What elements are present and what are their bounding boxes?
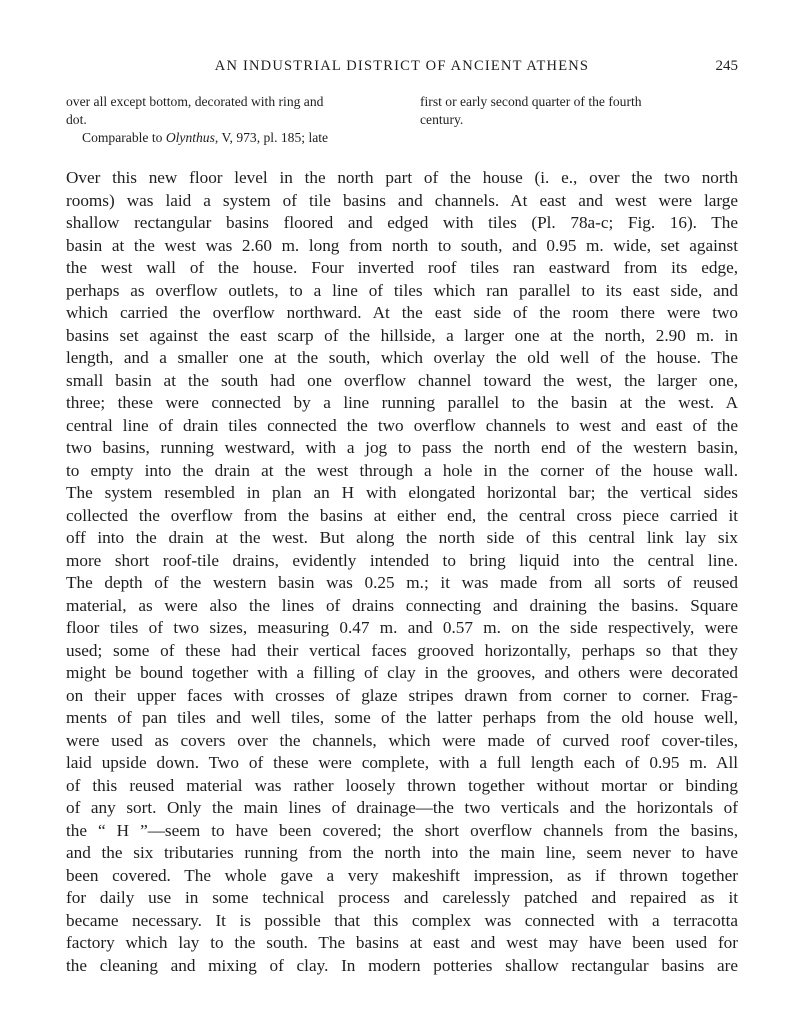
- note-line: first or early second quarter of the fourth: [420, 94, 642, 109]
- body-paragraph: [66, 167, 738, 977]
- body-line: might be bound together with a filling of clay in the grooves, and others were decorated: [66, 663, 738, 682]
- body-line: basin at the west was 2.60 m. long from north to south, and 0.95 m. wide, set against: [66, 235, 738, 255]
- body-line: the “ H ”—seem to have been covered; the short overflow channels from the basins,: [66, 820, 738, 840]
- body-line: laid upside down. Two of these were complete, with a full length each of 0.95 m. All: [66, 753, 738, 772]
- body-line: basins set against the east scarp of the hillside, a larger one at the north, 2.90 m. in: [66, 325, 738, 345]
- note-line: dot.: [66, 112, 87, 127]
- body-line: perhaps as overflow outlets, to a line of tiles which ran parallel to its east side, and: [66, 280, 738, 300]
- body-line: to empty into the drain at the west through a hole in the corner of the house wall.: [66, 460, 738, 480]
- body-line: factory which lay to the south. The basins at east and west may have been used for: [66, 933, 738, 952]
- body-line: used; some of these had their vertical faces grooved horizontally, perhaps so that they: [66, 640, 738, 660]
- reference-prefix: Comparable to: [82, 130, 166, 145]
- body-line: The depth of the western basin was 0.25 m.; it was made from all sorts of reused: [66, 573, 738, 592]
- body-line: which carried the overflow northward. At the east side of the room there were two: [66, 303, 738, 322]
- note-line: century.: [420, 112, 464, 127]
- reference-publication: Olynthus: [165, 130, 215, 145]
- running-title: AN INDUSTRIAL DISTRICT OF ANCIENT ATHENS: [214, 58, 590, 74]
- note-line: over all except bottom, decorated with ring and: [66, 94, 324, 109]
- reference-suffix: , V, 973, pl. 185; late: [214, 130, 329, 145]
- body-line: small basin at the south had one overflow channel toward the west, the larger one,: [66, 370, 738, 390]
- body-line: shallow rectangular basins floored and edged with tiles (Pl. 78a-c; Fig. 16). The: [66, 213, 738, 232]
- body-line: off into the drain at the west. But along the north side of this central link lay six: [66, 528, 738, 547]
- body-line: and the six tributaries running from the north into the main line, seem never to have: [66, 843, 738, 862]
- body-line: two basins, running westward, with a jog to pass the north end of the western basin,: [66, 438, 738, 457]
- body-line: central line of drain tiles connected the two overflow channels to west and east of the: [66, 415, 738, 435]
- body-line: rooms) was laid a system of tile basins and channels. At east and west were large: [66, 190, 738, 210]
- body-line: floor tiles of two sizes, measuring 0.47 m. and 0.57 m. on the side respectively, were: [66, 618, 738, 637]
- body-line: collected the overflow from the basins at either end, the central cross piece carried it: [66, 505, 738, 525]
- body-line: length, and a smaller one at the south, which overlay the old well of the house. The: [66, 348, 738, 367]
- body-line: for daily use in some technical process and carelessly patched and repaired as it: [66, 888, 738, 907]
- comparison-reference: [66, 129, 392, 147]
- body-line: Over this new floor level in the north part of the house (i. e., over the two north: [66, 168, 738, 187]
- body-line: the west wall of the house. Four inverted roof tiles ran eastward from its edge,: [66, 258, 738, 277]
- body-line: of any sort. Only the main lines of drainage—the two verticals and the horizontals of: [66, 798, 738, 817]
- body-line: been covered. The whole gave a very makeshift impression, as if thrown together: [66, 865, 738, 885]
- body-line: more short roof-tile drains, evidently intended to bring liquid into the central line.: [66, 550, 738, 570]
- body-line: were used as covers over the channels, which were made of curved roof cover-tiles,: [66, 730, 738, 750]
- body-line: The system resembled in plan an H with elongated horizontal bar; the vertical sides: [66, 483, 738, 502]
- body-line: ments of pan tiles and well tiles, some of the latter perhaps from the old house well,: [66, 708, 738, 727]
- page-number: 245: [715, 58, 738, 74]
- notes-left-column: [66, 93, 392, 147]
- body-line: on their upper faces with crosses of glaze stripes drawn from corner to corner. Frag-: [66, 685, 738, 705]
- body-line: three; these were connected by a line running parallel to the basin at the west. A: [66, 393, 738, 412]
- body-line: of this reused material was rather loosely thrown together without mortar or binding: [66, 775, 738, 795]
- running-header: [66, 58, 738, 80]
- body-line: became necessary. It is possible that this complex was connected with a terracotta: [66, 910, 738, 930]
- body-line: the cleaning and mixing of clay. In modern potteries shallow rectangular basins are: [66, 955, 738, 975]
- body-line: material, as were also the lines of drains connecting and draining the basins. Square: [66, 595, 738, 615]
- notes-right-column: [420, 93, 738, 129]
